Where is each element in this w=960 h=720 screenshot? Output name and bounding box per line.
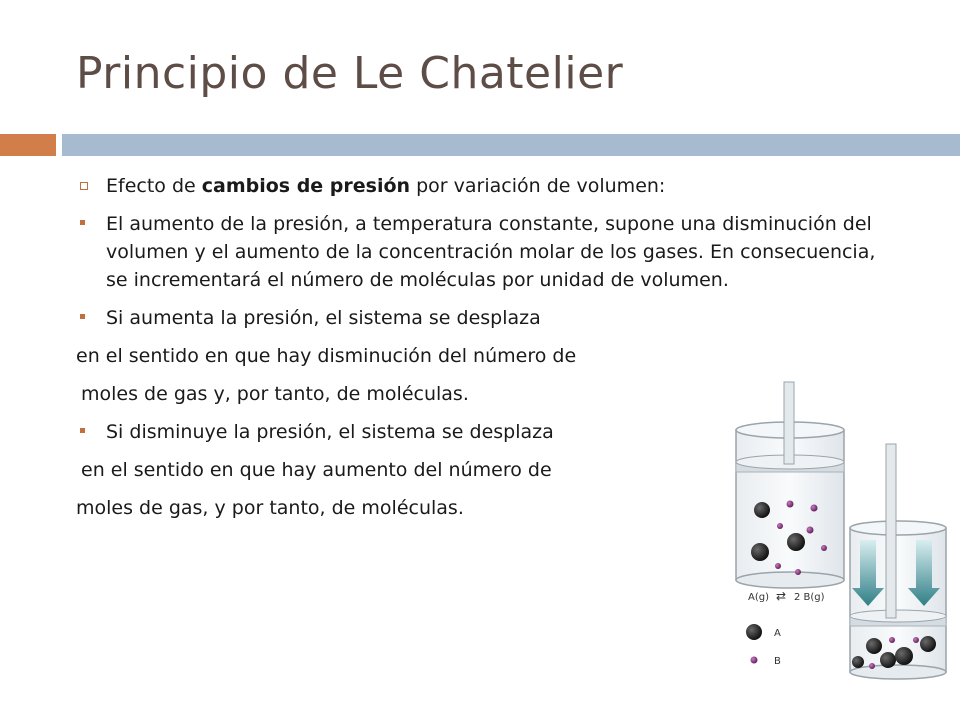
hollow-square-bullet-icon: [80, 182, 88, 190]
bullet-text-bold: cambios de presión: [201, 175, 411, 197]
title-accent-bar-orange: [0, 134, 56, 156]
bullet-text: Si aumenta la presión, el sistema se desplaza: [106, 307, 541, 329]
bullet-text: El aumento de la presión, a temperatura constante, supone una disminución del volumen y el aumento de la concentración molar de los gases. En consecuencia, se incrementará el número de moléculas por unidad de volumen.: [106, 213, 876, 291]
piston-cylinders-illustration: [726, 378, 960, 720]
text-line: en el sentido en que hay disminución del número de: [76, 345, 577, 367]
title-accent-bar-blue: [62, 134, 960, 156]
square-bullet-icon: [80, 428, 85, 433]
text-line: moles de gas y, por tanto, de moléculas.: [81, 383, 469, 405]
bullet-text: Si disminuye la presión, el sistema se desplaza: [106, 421, 554, 443]
bullet-pressure-increase: [76, 304, 896, 332]
text-line: moles de gas, y por tanto, de moléculas.: [76, 497, 464, 519]
legend: [746, 624, 781, 667]
cylinder-2: [850, 444, 946, 679]
bullet-text-post: por variación de volumen:: [410, 175, 666, 197]
equilibrium-arrow-icon: ⇄: [776, 589, 787, 603]
square-bullet-icon: [80, 314, 85, 319]
legend-b-label: B: [774, 656, 781, 667]
bullet-pressure-increase-explanation: [76, 210, 896, 294]
legend-a-swatch: [746, 624, 762, 640]
reaction-right: 2 B(g): [794, 592, 825, 603]
reaction-left: A(g): [748, 592, 769, 603]
text-line: en el sentido en que hay aumento del número de: [81, 459, 552, 481]
slide-title: Principio de Le Chatelier: [76, 48, 624, 99]
cylinder-1: [736, 382, 844, 588]
bullet-pressure-effect: [76, 172, 896, 200]
square-bullet-icon: [80, 220, 85, 225]
legend-a-label: A: [774, 628, 781, 639]
bullet-text-pre: Efecto de: [106, 175, 202, 197]
legend-b-swatch: [751, 657, 758, 664]
